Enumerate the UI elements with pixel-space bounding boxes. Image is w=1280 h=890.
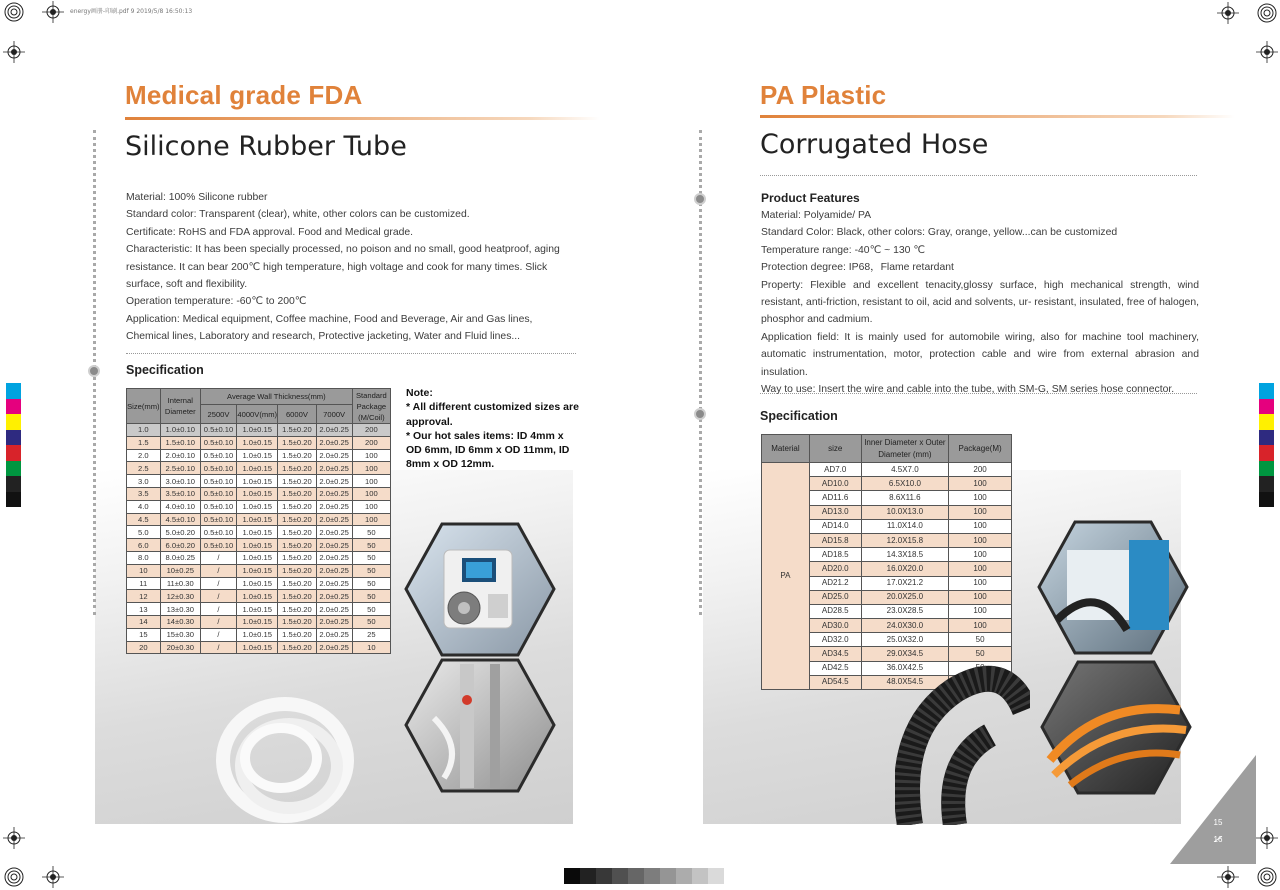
table-cell: AD34.5 — [809, 647, 861, 661]
table-row — [127, 424, 391, 437]
table-cell: 1.5±0.10 — [160, 436, 200, 449]
table-cell: 8.0±0.25 — [160, 551, 200, 564]
table-cell: 1.0±0.10 — [160, 424, 200, 437]
feature-line: Operation temperature: -60℃ to 200℃ — [126, 296, 307, 308]
product-title: Corrugated Hose — [760, 129, 989, 160]
table-cell: 2.0±0.25 — [316, 539, 352, 552]
header-size: Size(mm) — [127, 389, 161, 424]
print-target-mark — [3, 866, 25, 888]
table-cell: AD7.0 — [809, 463, 861, 477]
table-cell: 1.5±0.20 — [278, 487, 316, 500]
table-cell: 50 — [352, 539, 390, 552]
table-row — [127, 526, 391, 539]
registration-mark — [1217, 866, 1239, 888]
note-line: * All different customized sizes are approval. — [406, 401, 579, 428]
table-cell: 100 — [352, 462, 390, 475]
table-cell: 50 — [352, 603, 390, 616]
section-title: PA Plastic — [760, 80, 887, 110]
table-cell: AD30.0 — [809, 619, 861, 633]
peristaltic-pump-photo — [404, 522, 556, 657]
table-cell: 1.5±0.20 — [278, 475, 316, 488]
table-cell: AD28.5 — [809, 604, 861, 618]
table-cell: AD18.5 — [809, 548, 861, 562]
product-features-label: Product Features — [761, 191, 860, 205]
table-cell: / — [200, 628, 236, 641]
header-internal-diameter: Internal Diameter — [160, 389, 200, 424]
table-cell: 0.5±0.10 — [200, 513, 236, 526]
header-7000v: 7000V — [316, 405, 352, 424]
table-cell: 6.5X10.0 — [861, 477, 949, 491]
table-cell: 100 — [352, 449, 390, 462]
table-cell: 2.0±0.25 — [316, 526, 352, 539]
table-cell: 2.0±0.25 — [316, 615, 352, 628]
wiring-machine-photo — [1037, 520, 1189, 655]
table-cell: 12 — [127, 590, 161, 603]
table-cell: 17.0X21.2 — [861, 576, 949, 590]
table-row — [127, 564, 391, 577]
feature-line: Protection degree: IP68，Flame retardant — [761, 262, 954, 274]
table-cell: AD13.0 — [809, 505, 861, 519]
table-cell: 20±0.30 — [160, 641, 200, 654]
table-cell: 25.0X32.0 — [861, 633, 949, 647]
table-cell: 1.0±0.15 — [237, 577, 278, 590]
table-cell: AD21.2 — [809, 576, 861, 590]
table-cell: 1.5±0.20 — [278, 603, 316, 616]
table-cell: 8.0 — [127, 551, 161, 564]
table-cell: 0.5±0.10 — [200, 526, 236, 539]
table-cell: 15 — [127, 628, 161, 641]
table-cell: / — [200, 603, 236, 616]
page-number: 16 — [1213, 835, 1223, 844]
table-cell: 1.5±0.20 — [278, 500, 316, 513]
color-calibration-bar — [6, 383, 21, 507]
table-cell: 1.0±0.15 — [237, 475, 278, 488]
feature-line: Temperature range: -40℃ ~ 130 ℃ — [761, 244, 925, 256]
product-features — [126, 189, 574, 346]
table-row — [127, 436, 391, 449]
registration-mark — [1217, 2, 1239, 24]
table-cell: 100 — [949, 562, 1012, 576]
table-cell: 23.0X28.5 — [861, 604, 949, 618]
timeline-node — [694, 408, 706, 420]
table-cell: 2.0±0.25 — [316, 628, 352, 641]
table-cell: 13±0.30 — [160, 603, 200, 616]
table-cell: 1.5±0.20 — [278, 526, 316, 539]
corrugated-hose-photo — [895, 640, 1030, 830]
table-cell: 20.0X25.0 — [861, 590, 949, 604]
table-row — [127, 513, 391, 526]
table-cell: 11 — [127, 577, 161, 590]
table-cell: 100 — [352, 475, 390, 488]
title-underline — [760, 115, 1235, 118]
table-cell: 2.0±0.25 — [316, 424, 352, 437]
table-cell: 3.5 — [127, 487, 161, 500]
section-title: Medical grade FDA — [125, 80, 363, 110]
specification-label: Specification — [126, 363, 204, 377]
table-cell: 6.0 — [127, 539, 161, 552]
table-cell: 0.5±0.10 — [200, 424, 236, 437]
table-cell: 2.0±0.25 — [316, 551, 352, 564]
table-cell: 1.0±0.15 — [237, 500, 278, 513]
table-cell: 29.0X34.5 — [861, 647, 949, 661]
table-cell: 2.0±0.25 — [316, 487, 352, 500]
color-calibration-bar — [1259, 383, 1274, 507]
table-cell: AD10.0 — [809, 477, 861, 491]
table-cell: 1.5±0.20 — [278, 462, 316, 475]
header-wall-thickness: Average Wall Thickness(mm) — [200, 389, 352, 405]
print-target-mark — [1256, 866, 1278, 888]
registration-mark — [42, 866, 64, 888]
table-row — [127, 615, 391, 628]
feature-line: Certificate: RoHS and FDA approval. Food and Medical grade. — [126, 226, 414, 238]
table-cell: 14±0.30 — [160, 615, 200, 628]
section-divider — [760, 175, 1197, 176]
table-cell: 2.0±0.25 — [316, 577, 352, 590]
section-divider — [760, 393, 1197, 394]
header-2500v: 2500V — [200, 405, 236, 424]
table-cell: 1.5±0.20 — [278, 551, 316, 564]
table-cell: 1.0±0.15 — [237, 526, 278, 539]
table-cell: 100 — [949, 576, 1012, 590]
table-cell: 14 — [127, 615, 161, 628]
silicone-spec-table — [126, 388, 391, 654]
feature-line: Standard color: Transparent (clear), white, other colors can be customized. — [126, 209, 470, 221]
table-cell: 5.0 — [127, 526, 161, 539]
table-cell: 0.5±0.10 — [200, 475, 236, 488]
table-cell: / — [200, 615, 236, 628]
table-cell: 100 — [352, 487, 390, 500]
silicone-table-body — [127, 424, 391, 654]
table-cell: 1.5 — [127, 436, 161, 449]
table-cell: 14.3X18.5 — [861, 548, 949, 562]
table-row — [127, 500, 391, 513]
specification-label: Specification — [760, 409, 838, 423]
table-cell: 5.0±0.20 — [160, 526, 200, 539]
table-cell: 50 — [352, 551, 390, 564]
table-cell: 0.5±0.10 — [200, 539, 236, 552]
table-cell: 50 — [949, 675, 1012, 689]
table-cell: 2.0±0.25 — [316, 475, 352, 488]
table-cell: 1.5±0.20 — [278, 436, 316, 449]
table-cell: 100 — [352, 500, 390, 513]
feature-line: Material: Polyamide/ PA — [761, 210, 872, 221]
table-row — [127, 539, 391, 552]
feature-line: Way to use: Insert the wire and cable into the tube, with SM-G, SM series hose connector. — [761, 384, 1175, 396]
table-cell: 1.5±0.20 — [278, 577, 316, 590]
table-cell: 1.5±0.20 — [278, 641, 316, 654]
table-cell: 1.0±0.15 — [237, 590, 278, 603]
table-row — [127, 628, 391, 641]
table-cell: 1.0±0.15 — [237, 564, 278, 577]
table-cell: 100 — [949, 590, 1012, 604]
table-cell: 2.0±0.25 — [316, 590, 352, 603]
table-row — [127, 641, 391, 654]
registration-mark — [3, 41, 25, 63]
table-cell: 15±0.30 — [160, 628, 200, 641]
table-cell: 4.0 — [127, 500, 161, 513]
header-size: size — [809, 435, 861, 463]
table-cell: 100 — [949, 619, 1012, 633]
table-cell: 1.0±0.15 — [237, 462, 278, 475]
header-4000v: 4000V(mm) — [237, 405, 278, 424]
page-number: 15 — [1213, 818, 1223, 827]
table-cell: AD11.6 — [809, 491, 861, 505]
table-cell: 2.0±0.25 — [316, 436, 352, 449]
table-cell: 50 — [949, 661, 1012, 675]
table-row — [127, 577, 391, 590]
table-cell: 1.0±0.15 — [237, 628, 278, 641]
registration-mark — [1256, 827, 1278, 849]
table-cell: 11±0.30 — [160, 577, 200, 590]
table-cell: 1.0±0.15 — [237, 424, 278, 437]
table-cell: 50 — [352, 564, 390, 577]
table-cell: / — [200, 551, 236, 564]
table-cell: 4.5±0.10 — [160, 513, 200, 526]
table-cell: 3.0±0.10 — [160, 475, 200, 488]
table-cell: 1.0±0.15 — [237, 539, 278, 552]
table-cell: AD15.8 — [809, 533, 861, 547]
table-cell: 20 — [127, 641, 161, 654]
note-block — [406, 386, 582, 472]
material-cell: PA — [762, 463, 810, 690]
table-cell: 1.5±0.20 — [278, 539, 316, 552]
feature-line: Standard Color: Black, other colors: Gray, orange, yellow...can be customized — [761, 227, 1118, 239]
table-cell: AD54.5 — [809, 675, 861, 689]
header-6000v: 6000V — [278, 405, 316, 424]
table-row — [127, 462, 391, 475]
table-cell: 2.0±0.25 — [316, 449, 352, 462]
silicone-tube-coil-photo — [215, 690, 355, 830]
table-cell: 200 — [352, 436, 390, 449]
equipment-tubing-photo — [404, 658, 556, 793]
table-cell: 2.0 — [127, 449, 161, 462]
registration-mark — [1256, 41, 1278, 63]
table-row — [127, 475, 391, 488]
table-cell: / — [200, 641, 236, 654]
table-cell: 1.5±0.20 — [278, 513, 316, 526]
table-cell: AD20.0 — [809, 562, 861, 576]
table-cell: 10 — [127, 564, 161, 577]
table-cell: 0.5±0.10 — [200, 487, 236, 500]
table-cell: 2.0±0.25 — [316, 641, 352, 654]
table-row — [127, 551, 391, 564]
grayscale-calibration-bar — [564, 868, 724, 884]
table-cell: 1.0±0.15 — [237, 487, 278, 500]
table-row — [127, 590, 391, 603]
registration-mark — [3, 827, 25, 849]
table-cell: 2.5±0.10 — [160, 462, 200, 475]
table-cell: 100 — [949, 548, 1012, 562]
table-cell: 3.5±0.10 — [160, 487, 200, 500]
table-cell: 4.5 — [127, 513, 161, 526]
print-header: energy画册-印刷.pdf 9 2019/5/8 16:50:13 — [70, 8, 193, 15]
table-cell: 50 — [352, 526, 390, 539]
print-target-mark — [3, 1, 25, 23]
table-cell: 1.5±0.20 — [278, 564, 316, 577]
table-cell: 100 — [949, 491, 1012, 505]
table-cell: 2.5 — [127, 462, 161, 475]
section-divider — [126, 353, 576, 354]
table-cell: 25 — [352, 628, 390, 641]
table-cell: 4.0±0.10 — [160, 500, 200, 513]
feature-line: Application field: It is mainly used for automobile wiring, also for machine tool machinery, automatic instrumentation, motor, protection cable and wire from external abrasion and insulation. — [761, 331, 1199, 378]
table-cell: 13 — [127, 603, 161, 616]
table-cell: 4.5X7.0 — [861, 463, 949, 477]
table-cell: AD25.0 — [809, 590, 861, 604]
table-cell: 100 — [949, 519, 1012, 533]
table-cell: 2.0±0.25 — [316, 462, 352, 475]
table-cell: 16.0X20.0 — [861, 562, 949, 576]
table-cell: / — [200, 564, 236, 577]
table-cell: 1.5±0.20 — [278, 590, 316, 603]
table-cell: 1.0±0.15 — [237, 436, 278, 449]
header-package: Package(M) — [949, 435, 1012, 463]
header-diameter: Inner Diameter x Outer Diameter (mm) — [861, 435, 949, 463]
header-material: Material — [762, 435, 810, 463]
title-underline — [125, 117, 600, 120]
table-row — [127, 449, 391, 462]
note-line: * Our hot sales items: ID 4mm x OD 6mm, ID 6mm x OD 11mm, ID 8mm x OD 12mm. — [406, 429, 570, 471]
table-cell: 1.0 — [127, 424, 161, 437]
table-cell: 12±0.30 — [160, 590, 200, 603]
table-cell: 1.0±0.15 — [237, 551, 278, 564]
table-cell: 36.0X42.5 — [861, 661, 949, 675]
product-title: Silicone Rubber Tube — [125, 131, 407, 162]
table-cell: 48.0X54.5 — [861, 675, 949, 689]
print-target-mark — [1256, 2, 1278, 24]
table-cell: 0.5±0.10 — [200, 436, 236, 449]
table-cell: 12.0X15.8 — [861, 533, 949, 547]
feature-line: Material: 100% Silicone rubber — [126, 192, 268, 203]
table-cell: AD42.5 — [809, 661, 861, 675]
table-cell: 11.0X14.0 — [861, 519, 949, 533]
table-cell: 1.0±0.15 — [237, 449, 278, 462]
header-package: Standard Package (M/Coil) — [352, 389, 390, 424]
table-cell: 10.0X13.0 — [861, 505, 949, 519]
table-cell: 1.5±0.20 — [278, 424, 316, 437]
table-cell: 1.5±0.20 — [278, 449, 316, 462]
table-cell: 100 — [949, 477, 1012, 491]
timeline-node — [694, 193, 706, 205]
table-cell: 50 — [352, 615, 390, 628]
table-cell: 3.0 — [127, 475, 161, 488]
table-cell: 0.5±0.10 — [200, 449, 236, 462]
table-cell: 2.0±0.25 — [316, 603, 352, 616]
registration-mark — [42, 1, 64, 23]
table-cell: 100 — [949, 505, 1012, 519]
table-cell: 2.0±0.25 — [316, 500, 352, 513]
table-cell: / — [200, 577, 236, 590]
table-row — [127, 603, 391, 616]
table-row — [762, 463, 1012, 477]
table-cell: 10 — [352, 641, 390, 654]
table-cell: 50 — [949, 633, 1012, 647]
table-cell: 100 — [949, 604, 1012, 618]
feature-line: Application: Medical equipment, Coffee machine, Food and Beverage, Air and Gas lines, Chemical lines, Laboratory and research, Protective jacketing, Water and Fluid lines... — [126, 313, 533, 343]
table-cell: 100 — [352, 513, 390, 526]
table-cell: 0.5±0.10 — [200, 500, 236, 513]
table-cell: 2.0±0.10 — [160, 449, 200, 462]
table-cell: / — [200, 590, 236, 603]
table-cell: 10±0.25 — [160, 564, 200, 577]
table-cell: AD32.0 — [809, 633, 861, 647]
table-cell: 50 — [949, 647, 1012, 661]
table-cell: 1.0±0.15 — [237, 615, 278, 628]
table-cell: 1.0±0.15 — [237, 641, 278, 654]
table-cell: 50 — [352, 590, 390, 603]
note-title: Note: — [406, 387, 433, 399]
table-cell: 1.5±0.20 — [278, 615, 316, 628]
table-cell: 100 — [949, 533, 1012, 547]
feature-line: Property: Flexible and excellent tenacity,glossy surface, high mechanical strength, wind resistant, anti-friction, resistant to oil, acid and solvents, ur- resistant, insulated, free of halogen, phosphor and cadmium. — [761, 279, 1199, 326]
table-cell: 200 — [949, 463, 1012, 477]
table-cell: AD14.0 — [809, 519, 861, 533]
table-cell: 200 — [352, 424, 390, 437]
table-cell: 6.0±0.20 — [160, 539, 200, 552]
product-features — [761, 207, 1199, 398]
table-cell: 0.5±0.10 — [200, 462, 236, 475]
table-cell: 1.0±0.15 — [237, 513, 278, 526]
table-cell: 2.0±0.25 — [316, 513, 352, 526]
table-cell: 1.0±0.15 — [237, 603, 278, 616]
table-cell: 8.6X11.6 — [861, 491, 949, 505]
table-cell: 24.0X30.0 — [861, 619, 949, 633]
page-corner-triangle — [1170, 755, 1256, 869]
table-cell: 2.0±0.25 — [316, 564, 352, 577]
table-cell: 50 — [352, 577, 390, 590]
feature-line: Characteristic: It has been specially processed, no poison and no small, good heatproof, aging resistance. It can bear 200℃ high temperature, high voltage and cook for many times. Slick surface, soft and flexibility. — [126, 244, 560, 291]
table-cell: 1.5±0.20 — [278, 628, 316, 641]
table-row — [127, 487, 391, 500]
timeline-node — [88, 365, 100, 377]
